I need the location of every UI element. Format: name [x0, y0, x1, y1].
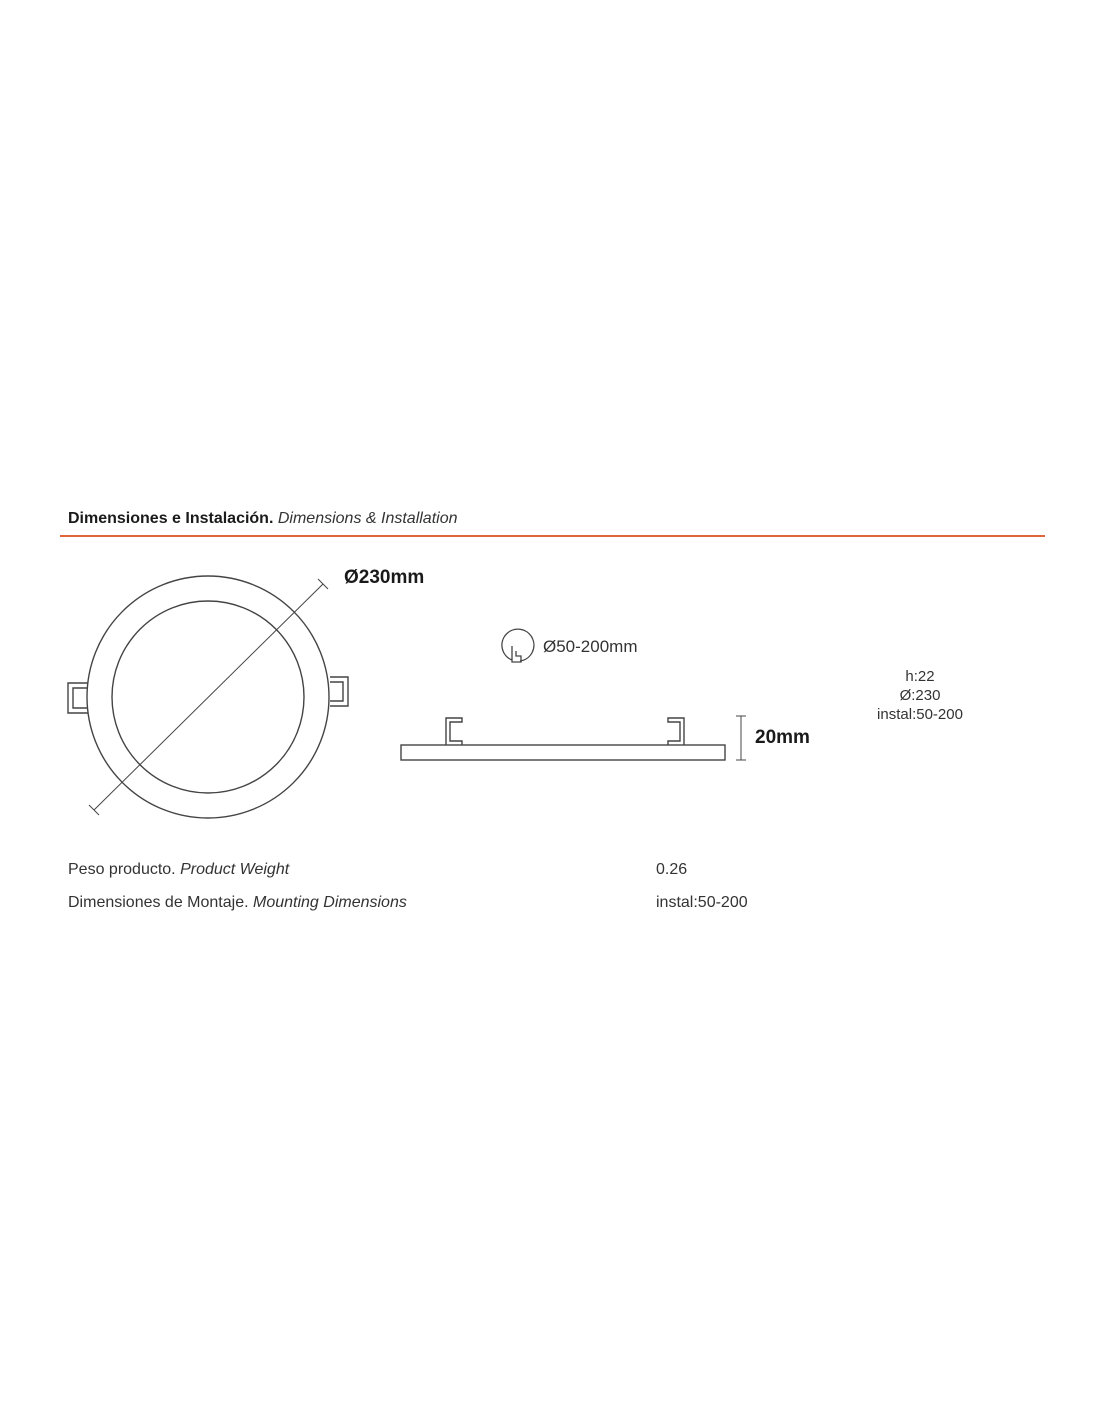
diameter-label: Ø230mm — [344, 567, 425, 588]
cutout-hole-icon — [502, 629, 534, 662]
section-title-en: Dimensions & Installation — [277, 510, 458, 527]
cutout-label: Ø50-200mm — [543, 637, 638, 656]
left-clip — [68, 683, 88, 713]
property-row — [68, 894, 407, 912]
diameter-line — [94, 584, 323, 810]
spec-height: h:22 — [905, 668, 935, 685]
spec-diameter: Ø:230 — [899, 687, 941, 704]
spec-install: instal:50-200 — [877, 706, 963, 723]
property-label-es: Dimensiones de Montaje. — [68, 894, 249, 911]
spec-summary — [860, 667, 980, 724]
side-plate — [401, 745, 725, 760]
section-title-es: Dimensiones e Instalación. — [68, 510, 274, 527]
property-value: instal:50-200 — [656, 894, 748, 911]
property-label-en: Product Weight — [180, 861, 290, 878]
property-row — [68, 861, 289, 879]
right-clip — [330, 677, 348, 706]
property-label-es: Peso producto. — [68, 861, 176, 878]
height-label: 20mm — [755, 727, 810, 748]
property-label-en: Mounting Dimensions — [253, 894, 407, 911]
property-value: 0.26 — [656, 861, 688, 878]
side-clip-left — [446, 718, 462, 745]
side-clip-right — [668, 718, 684, 745]
